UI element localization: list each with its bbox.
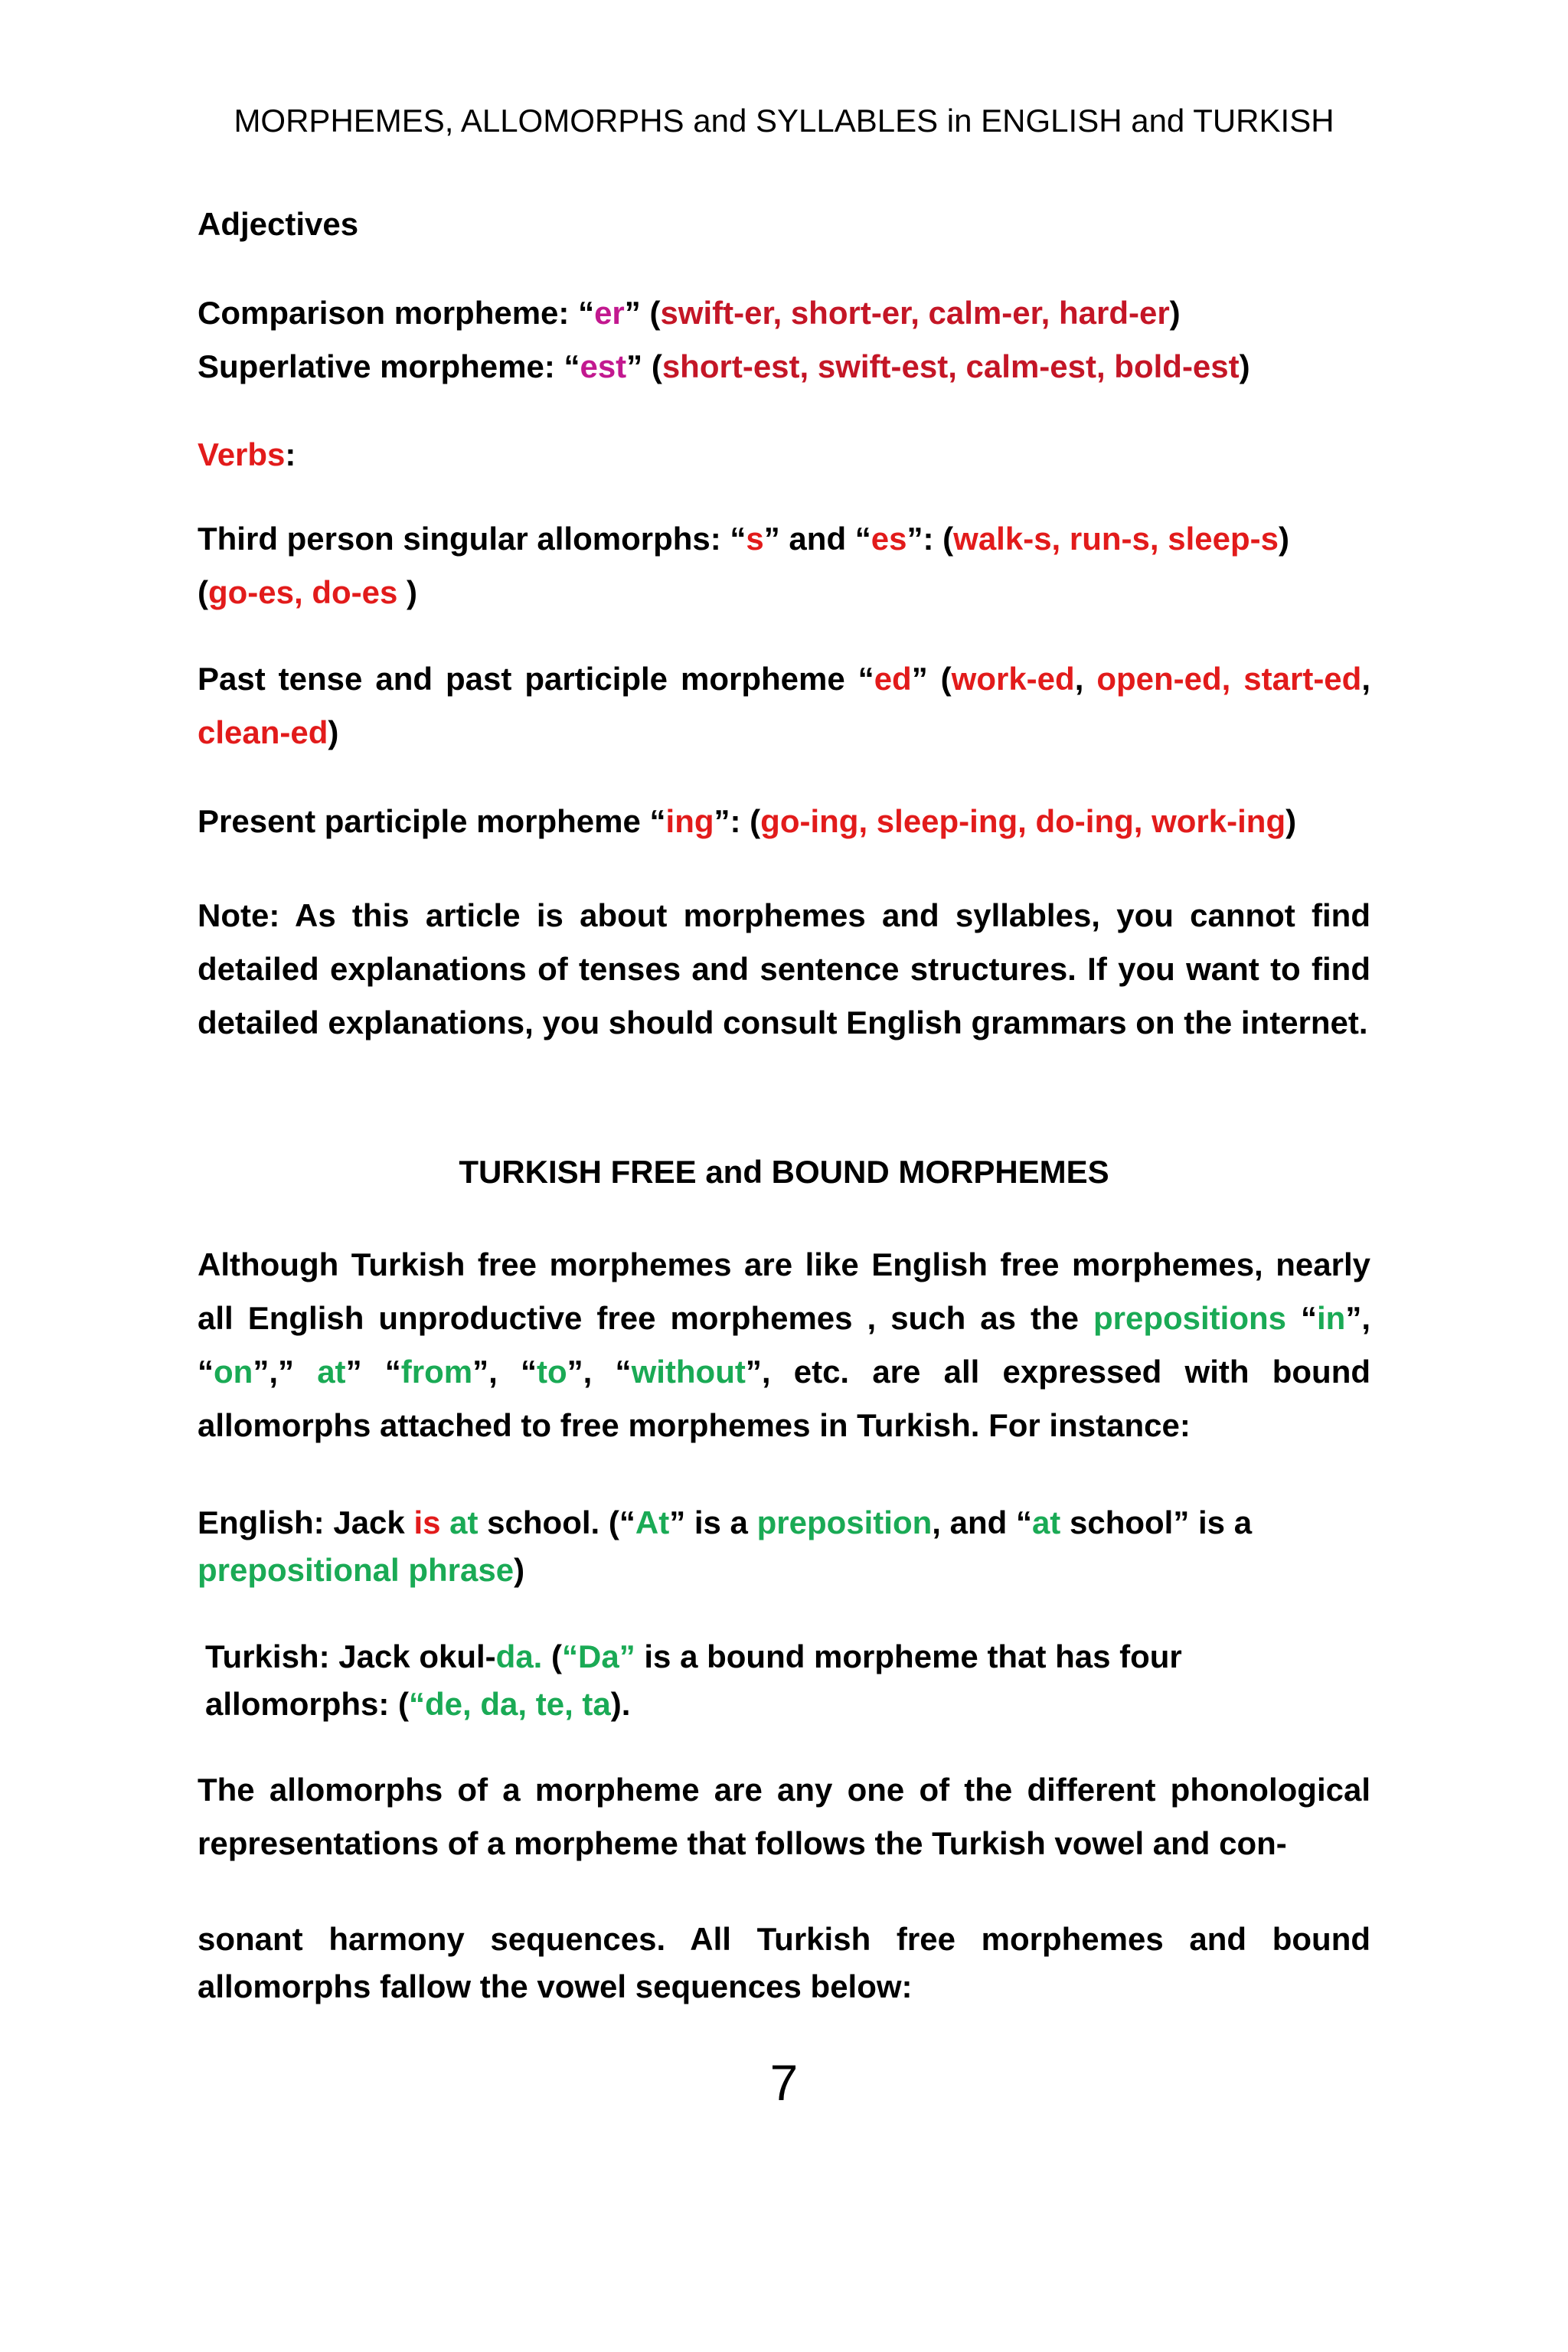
past-tense-paragraph: Past tense and past participle morpheme “ed” (work-ed, open-ed, start-ed, clean-ed) bbox=[198, 661, 1370, 750]
superlative-line: Superlative morpheme: “est” (short-est, swift-est, calm-est, bold-est) bbox=[198, 348, 1250, 384]
adjectives-heading: Adjectives bbox=[198, 206, 359, 242]
present-participle-line: Present participle morpheme “ing”: (go-ing, sleep-ing, do-ing, work-ing) bbox=[198, 803, 1297, 839]
turkish-section-heading: TURKISH FREE and BOUND MORPHEMES bbox=[459, 1154, 1109, 1190]
comparison-line: Comparison morpheme: “er” (swift-er, short-er, calm-er, hard-er) bbox=[198, 295, 1181, 331]
turkish-example-paragraph: Turkish: Jack okul-da. (“Da” is a bound morpheme that has four allomorphs: (“de, da, te, ta). bbox=[205, 1638, 1182, 1722]
verbs-heading: Verbs: bbox=[198, 436, 296, 472]
english-example-paragraph: English: Jack is at school. (“At” is a preposition, and “at school” is a prepositional phrase) bbox=[198, 1504, 1253, 1588]
note-paragraph: Note: As this article is about morphemes and syllables, you cannot find detailed explanations of tenses and sentence structures. If you want to find detailed explanations, you should consult English grammars on the internet. bbox=[198, 897, 1370, 1040]
running-header: MORPHEMES, ALLOMORPHS and SYLLABLES in ENGLISH and TURKISH bbox=[234, 103, 1334, 139]
allomorphs-paragraph-part2: sonant harmony sequences. All Turkish free morphemes and bound allomorphs fallow the vowel sequences below: bbox=[198, 1921, 1370, 2004]
allomorphs-paragraph-part1: The allomorphs of a morpheme are any one of the different phonological representations of a morpheme that follows the Turkish vowel and con- bbox=[198, 1772, 1370, 1861]
superlative-examples: short-est, swift-est, calm-est, bold-est bbox=[662, 348, 1240, 384]
comparison-examples: swift-er, short-er, calm-er, hard-er bbox=[660, 295, 1170, 331]
superlative-morpheme: est bbox=[580, 348, 627, 384]
page-number: 7 bbox=[769, 2054, 799, 2111]
turkish-intro-paragraph: Although Turkish free morphemes are like English free morphemes, nearly all English unproductive free morphemes , such as the prepositions “in”, “on”,” at” “from”, “to”, “without”, etc. are all expressed with bound allomorphs attached to free morphemes in Turkish. For instance: bbox=[198, 1246, 1371, 1443]
third-person-paragraph: Third person singular allomorphs: “s” and “es”: (walk-s, run-s, sleep-s) (go-es, do-es ) bbox=[198, 521, 1289, 610]
comparison-morpheme: er bbox=[594, 295, 625, 331]
